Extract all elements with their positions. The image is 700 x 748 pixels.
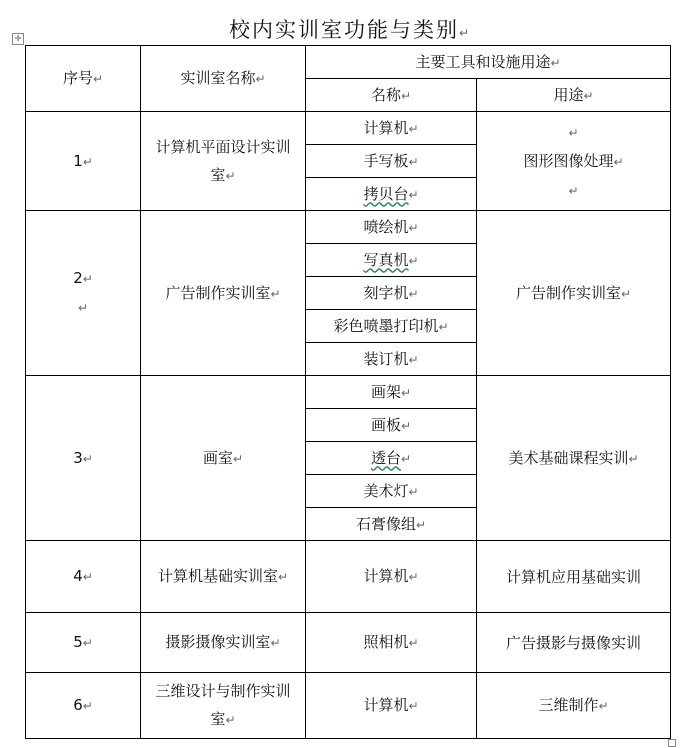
room-cell: 三维设计与制作实训室↵ — [141, 673, 306, 739]
tool-cell: 计算机↵ — [306, 112, 477, 145]
tool-cell: 计算机↵ — [306, 541, 477, 613]
tool-cell: 计算机↵ — [306, 673, 477, 739]
tool-cell: 写真机↵ — [306, 244, 477, 277]
facility-table — [25, 45, 671, 739]
table-row — [26, 613, 671, 673]
tool-cell: 照相机↵ — [306, 613, 477, 673]
room-cell: 计算机平面设计实训室↵ — [141, 112, 306, 211]
index-cell: 3↵ — [26, 376, 141, 541]
header-group: 主要工具和设施用途↵ — [306, 46, 671, 79]
tool-cell: 美术灯↵ — [306, 475, 477, 508]
index-cell: 2↵ ↵ — [26, 211, 141, 376]
index-cell: 4↵ — [26, 541, 141, 613]
tool-cell: 手写板↵ — [306, 145, 477, 178]
header-room: 实训室名称↵ — [141, 46, 306, 112]
paragraph-mark: ↵ — [458, 26, 472, 40]
room-cell: 摄影摄像实训室↵ — [141, 613, 306, 673]
tool-cell: 石膏像组↵ — [306, 508, 477, 541]
tool-cell: 喷绘机↵ — [306, 211, 477, 244]
tool-cell: 装订机↵ — [306, 343, 477, 376]
tool-cell: 刻字机↵ — [306, 277, 477, 310]
title-text: 校内实训室功能与类别 — [228, 18, 459, 42]
tool-cell: 画板↵ — [306, 409, 477, 442]
tool-cell: 透台↵ — [306, 442, 477, 475]
use-cell: 美术基础课程实训↵ — [477, 376, 671, 541]
tool-cell: 画架↵ — [306, 376, 477, 409]
table-row — [26, 376, 671, 409]
room-cell: 计算机基础实训室↵ — [141, 541, 306, 613]
table-row — [26, 673, 671, 739]
header-index: 序号↵ — [26, 46, 141, 112]
use-cell: 三维制作↵ — [477, 673, 671, 739]
index-cell: 5↵ — [26, 613, 141, 673]
room-cell: 广告制作实训室↵ — [141, 211, 306, 376]
document-title — [0, 14, 700, 44]
tool-cell: 彩色喷墨打印机↵ — [306, 310, 477, 343]
header-row-top — [26, 46, 671, 79]
use-cell: 广告制作实训室↵ — [477, 211, 671, 376]
use-cell: 计算机应用基础实训 — [477, 541, 671, 613]
header-name: 名称↵ — [306, 79, 477, 112]
table-move-handle-icon[interactable]: ✛ — [12, 33, 24, 45]
header-use: 用途↵ — [477, 79, 671, 112]
index-cell: 6↵ — [26, 673, 141, 739]
table-row — [26, 112, 671, 145]
tool-cell: 拷贝台↵ — [306, 178, 477, 211]
end-of-table-marker — [668, 739, 676, 747]
table-row — [26, 541, 671, 613]
index-cell: 1↵ — [26, 112, 141, 211]
room-cell: 画室↵ — [141, 376, 306, 541]
use-cell: ↵ 图形图像处理↵ ↵ — [477, 112, 671, 211]
table-row — [26, 211, 671, 244]
use-cell: 广告摄影与摄像实训 — [477, 613, 671, 673]
